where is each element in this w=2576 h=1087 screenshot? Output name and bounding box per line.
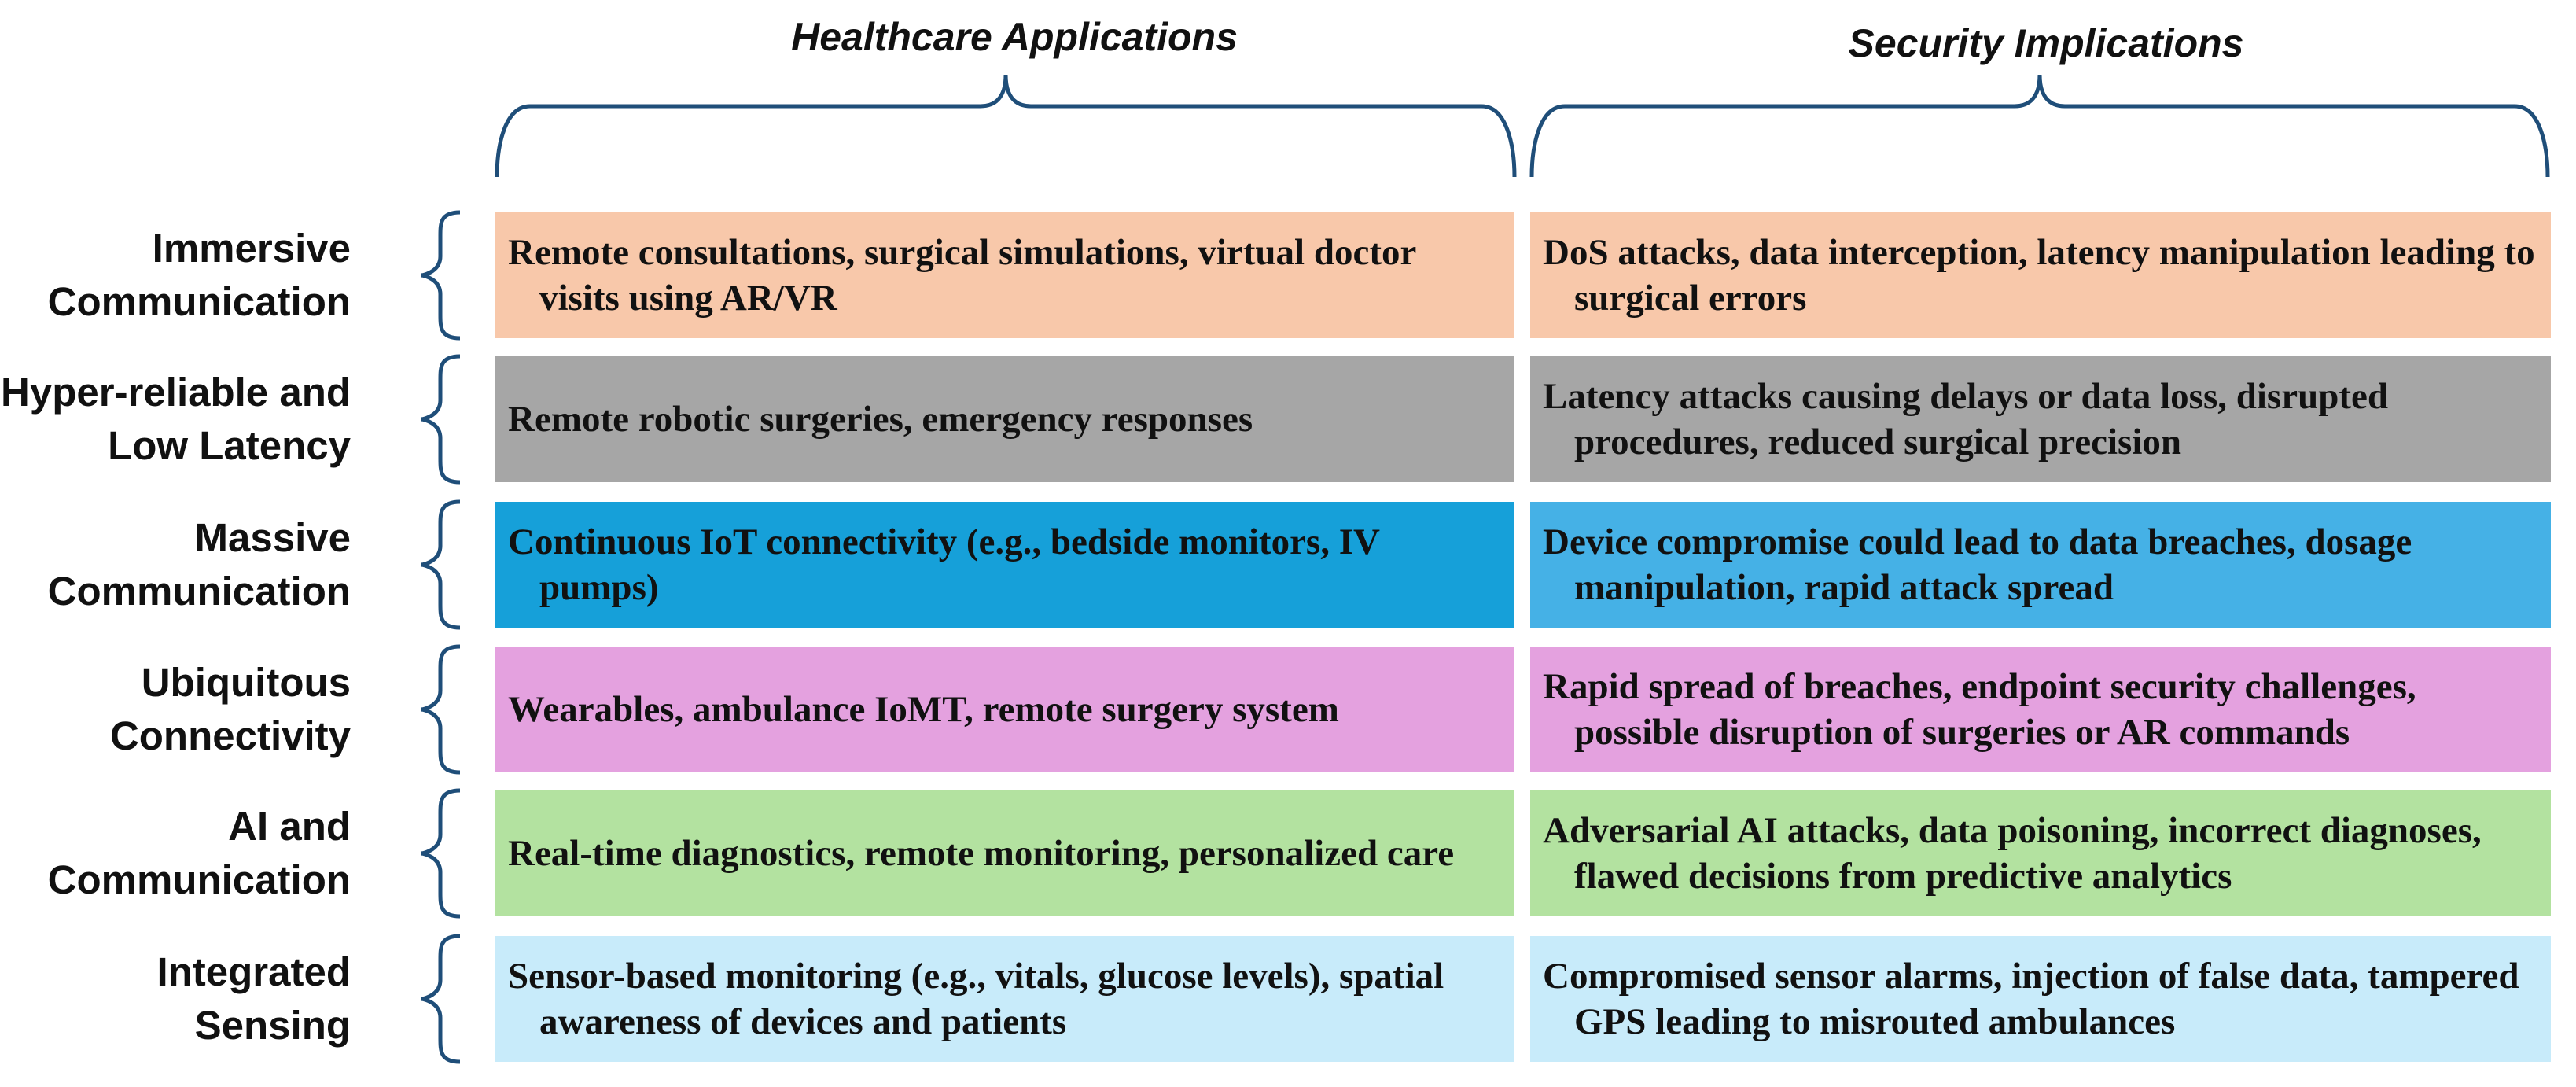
row-label: AI and Communication xyxy=(47,804,351,902)
heading-security: Security Implications xyxy=(1848,21,2244,65)
healthcare-cell: Sensor-based monitoring (e.g., vitals, glucose levels), spatial awareness of devices and patients xyxy=(495,936,1514,1062)
healthcare-cell: Continuous IoT connectivity (e.g., bedside monitors, IV pumps) xyxy=(495,502,1514,628)
healthcare-cell: Remote robotic surgeries, emergency responses xyxy=(495,356,1514,482)
row-label: Hyper-reliable and Low Latency xyxy=(1,370,351,468)
security-cell: Rapid spread of breaches, endpoint security challenges, possible disruption of surgeries or AR commands xyxy=(1530,647,2551,772)
row-label: Massive Communication xyxy=(47,515,351,614)
security-cell: Adversarial AI attacks, data poisoning, incorrect diagnoses, flawed decisions from predictive analytics xyxy=(1530,790,2551,916)
row-label: Immersive Communication xyxy=(47,226,351,324)
row-label: Integrated Sensing xyxy=(156,949,351,1048)
security-cell: Latency attacks causing delays or data loss, disrupted procedures, reduced surgical precision xyxy=(1530,356,2551,482)
row-label: Ubiquitous Connectivity xyxy=(109,660,351,758)
row-brace xyxy=(421,502,460,628)
row-brace xyxy=(421,790,460,916)
healthcare-column-brace xyxy=(497,75,1514,177)
row-brace xyxy=(421,647,460,772)
security-cell: Compromised sensor alarms, injection of false data, tampered GPS leading to misrouted ambulances xyxy=(1530,936,2551,1062)
heading-healthcare: Healthcare Applications xyxy=(791,15,1238,59)
row-brace xyxy=(421,936,460,1062)
healthcare-cell: Real-time diagnostics, remote monitoring, personalized care xyxy=(495,790,1514,916)
security-column-brace xyxy=(1532,75,2548,177)
row-brace xyxy=(421,356,460,482)
security-cell: Device compromise could lead to data breaches, dosage manipulation, rapid attack spread xyxy=(1530,502,2551,628)
row-brace xyxy=(421,212,460,338)
security-cell: DoS attacks, data interception, latency manipulation leading to surgical errors xyxy=(1530,212,2551,338)
healthcare-cell: Remote consultations, surgical simulations, virtual doctor visits using AR/VR xyxy=(495,212,1514,338)
healthcare-cell: Wearables, ambulance IoMT, remote surgery system xyxy=(495,647,1514,772)
